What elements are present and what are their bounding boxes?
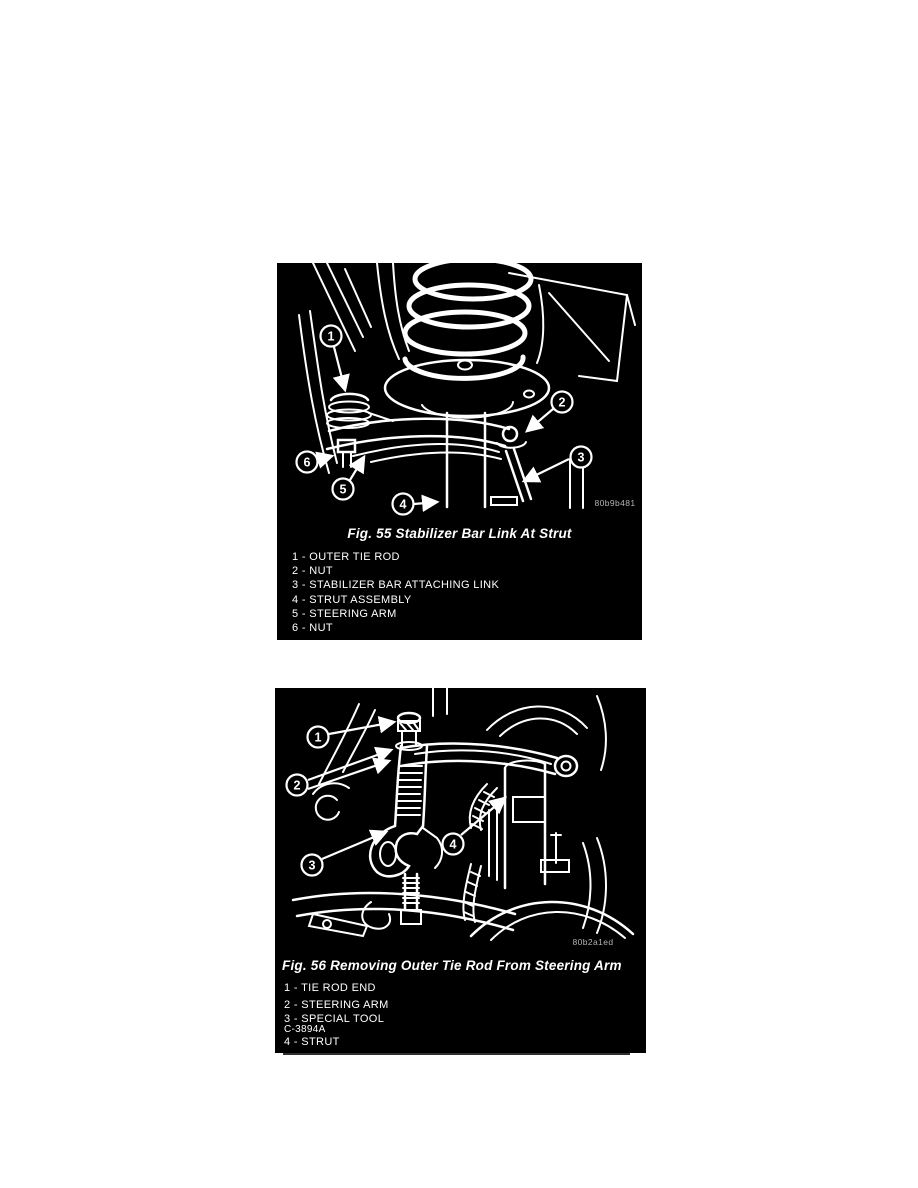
scan-artifact-line xyxy=(283,1053,630,1055)
brake-hose xyxy=(463,784,497,922)
fender-lines xyxy=(313,688,606,820)
callout-label: 5 xyxy=(339,482,347,497)
callout-2 xyxy=(527,392,573,432)
callout-arrow xyxy=(414,502,437,504)
legend-item: 4 - STRUT ASSEMBLY xyxy=(292,593,412,606)
callout-label: 3 xyxy=(308,858,316,873)
figure-56-caption: Fig. 56 Removing Outer Tie Rod From Steering Arm xyxy=(282,958,622,973)
callout-label: 4 xyxy=(449,837,457,852)
callout-arrow xyxy=(527,409,553,431)
legend-item-continuation: C-3894A xyxy=(284,1024,326,1035)
strut-mount-plate xyxy=(385,360,549,418)
figure-55-drawing xyxy=(277,263,642,516)
callout-1 xyxy=(308,722,395,748)
callout-label: 6 xyxy=(303,455,311,470)
figure-56-block xyxy=(275,688,646,1053)
legend-item: 3 - SPECIAL TOOL xyxy=(284,1013,385,1025)
callout-label: 2 xyxy=(293,778,301,793)
outer-tie-rod-end xyxy=(327,394,393,428)
legend-item: 4 - STRUT xyxy=(284,1036,340,1048)
figure-55-caption: Fig. 55 Stabilizer Bar Link At Strut xyxy=(347,526,572,541)
legend-item: 5 - STEERING ARM xyxy=(292,607,397,620)
threaded-screw xyxy=(401,874,421,924)
stabilizer-link xyxy=(491,449,583,508)
legend-item: 1 - OUTER TIE ROD xyxy=(292,551,400,563)
part-code: 80b9b481 xyxy=(594,498,636,508)
callout-arrow xyxy=(322,832,386,859)
part-code: 80b2a1ed xyxy=(572,937,614,947)
callout-label: 4 xyxy=(399,497,407,512)
legend-item: 2 - STEERING ARM xyxy=(284,999,389,1011)
callout-label: 1 xyxy=(314,730,322,745)
callout-label: 3 xyxy=(577,450,585,465)
callout-2 xyxy=(287,750,392,796)
callout-label: 1 xyxy=(327,329,335,344)
callout-arrow xyxy=(350,457,364,480)
strut-body xyxy=(447,413,485,507)
body-panel xyxy=(509,273,635,381)
figure-56-drawing xyxy=(275,688,646,955)
puller-tool xyxy=(370,746,442,876)
callout-arrow xyxy=(461,798,505,835)
callout-1 xyxy=(321,326,346,391)
callout-arrow xyxy=(334,347,345,390)
callout-arrow xyxy=(329,722,394,734)
legend-item: 2 - NUT xyxy=(292,565,333,578)
callout-arrow xyxy=(524,459,569,481)
legend-item: 1 - TIE ROD END xyxy=(284,982,376,994)
callout-4 xyxy=(443,798,506,855)
legend-item: 3 - STABILIZER BAR ATTACHING LINK xyxy=(292,579,500,592)
callout-label: 2 xyxy=(558,395,566,410)
legend-item: 6 - NUT xyxy=(292,622,333,634)
callout-4 xyxy=(393,494,438,515)
callout-3 xyxy=(524,447,592,482)
figure-55-block xyxy=(277,263,642,640)
